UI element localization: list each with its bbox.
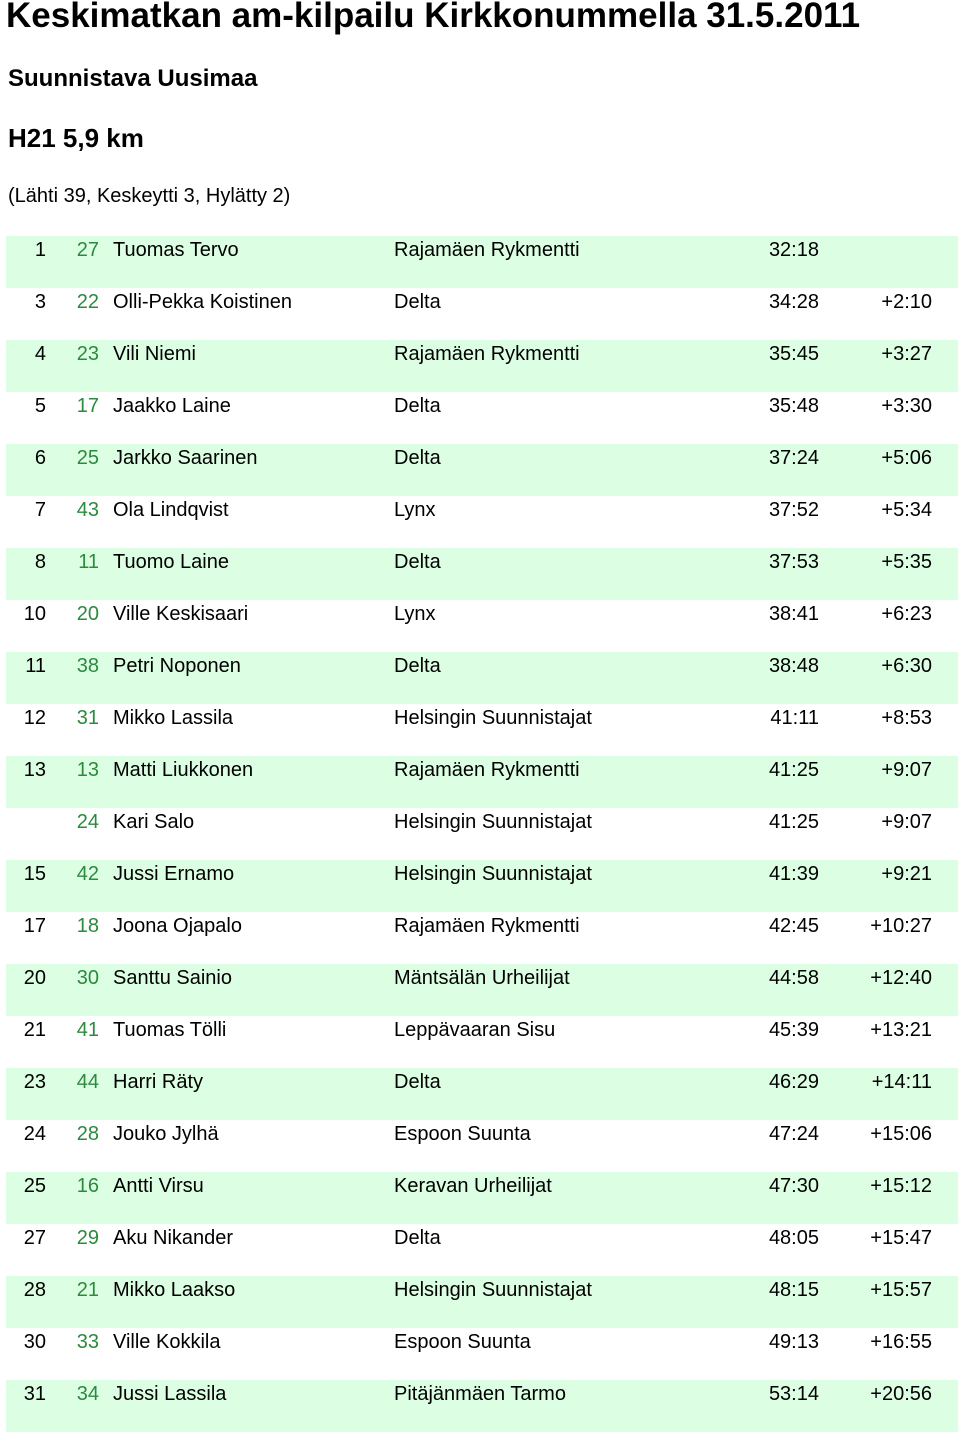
result-club: Delta <box>394 395 441 417</box>
result-row <box>6 1016 958 1068</box>
result-club: Delta <box>394 291 441 313</box>
result-club: Mäntsälän Urheilijat <box>394 967 570 989</box>
result-row <box>6 808 958 860</box>
result-row <box>6 340 958 392</box>
result-bib-number: 22 <box>76 291 99 313</box>
result-time-behind: +9:21 <box>881 863 932 885</box>
result-place: 10 <box>23 603 46 625</box>
result-name: Olli-Pekka Koistinen <box>113 291 292 313</box>
result-place: 5 <box>34 395 46 417</box>
result-place: 11 <box>25 655 46 677</box>
result-name: Tuomas Tölli <box>113 1019 227 1041</box>
organizer-heading: Suunnistava Uusimaa <box>8 65 258 92</box>
result-time-behind: +20:56 <box>870 1383 932 1405</box>
result-time: 37:52 <box>768 499 819 521</box>
result-time-behind: +16:55 <box>870 1331 932 1353</box>
result-time-behind: +15:47 <box>870 1227 932 1249</box>
result-club: Rajamäen Rykmentti <box>394 759 580 781</box>
result-row <box>6 1328 958 1380</box>
result-name: Harri Räty <box>113 1071 204 1093</box>
result-bib-number: 42 <box>76 863 99 885</box>
result-name: Matti Liukkonen <box>113 759 254 781</box>
result-place: 8 <box>34 551 46 573</box>
result-row <box>6 912 958 964</box>
result-time-behind: +15:57 <box>870 1279 932 1301</box>
result-bib-number: 29 <box>76 1227 99 1249</box>
result-row <box>6 1172 958 1224</box>
result-place: 21 <box>23 1019 46 1041</box>
result-place: 30 <box>23 1331 46 1353</box>
result-row <box>6 1224 958 1276</box>
result-time-behind: +13:21 <box>870 1019 932 1041</box>
result-time: 46:29 <box>768 1071 819 1093</box>
result-row <box>6 392 958 444</box>
result-time-behind: +6:30 <box>881 655 932 677</box>
result-time: 53:14 <box>768 1383 819 1405</box>
result-club: Espoon Suunta <box>394 1123 531 1145</box>
result-row <box>6 860 958 912</box>
result-time: 48:15 <box>768 1279 819 1301</box>
result-club: Rajamäen Rykmentti <box>394 915 580 937</box>
result-bib-number: 16 <box>76 1175 99 1197</box>
result-bib-number: 34 <box>76 1383 99 1405</box>
result-name: Antti Virsu <box>113 1175 204 1197</box>
result-club: Rajamäen Rykmentti <box>394 343 580 365</box>
result-name: Jussi Lassila <box>113 1383 227 1405</box>
result-club: Helsingin Suunnistajat <box>394 811 592 833</box>
result-row <box>6 704 958 756</box>
result-name: Joona Ojapalo <box>113 915 242 937</box>
result-place: 1 <box>34 239 46 261</box>
result-row <box>6 600 958 652</box>
result-time: 47:30 <box>768 1175 819 1197</box>
result-name: Aku Nikander <box>113 1227 234 1249</box>
result-row <box>6 652 958 704</box>
result-row <box>6 1068 958 1120</box>
result-club: Pitäjänmäen Tarmo <box>394 1383 566 1405</box>
result-name: Mikko Laakso <box>113 1279 236 1301</box>
result-row <box>6 444 958 496</box>
result-place: 6 <box>34 447 46 469</box>
result-place: 3 <box>34 291 46 313</box>
result-time-behind: +9:07 <box>881 759 932 781</box>
result-time-behind: +2:10 <box>881 291 932 313</box>
result-time-behind: +5:35 <box>881 551 932 573</box>
result-bib-number: 28 <box>76 1123 99 1145</box>
result-place: 24 <box>23 1123 46 1145</box>
result-bib-number: 24 <box>76 811 99 833</box>
participation-stats: (Lähti 39, Keskeytti 3, Hylätty 2) <box>8 185 291 207</box>
result-place: 23 <box>23 1071 46 1093</box>
result-bib-number: 23 <box>76 343 99 365</box>
result-name: Petri Noponen <box>113 655 241 677</box>
result-club: Espoon Suunta <box>394 1331 531 1353</box>
result-time: 44:58 <box>768 967 819 989</box>
results-table <box>6 236 958 1432</box>
result-name: Tuomas Tervo <box>113 239 239 261</box>
result-club: Delta <box>394 447 441 469</box>
result-name: Jaakko Laine <box>113 395 231 417</box>
result-time-behind: +10:27 <box>870 915 932 937</box>
result-place: 25 <box>23 1175 46 1197</box>
result-name: Jouko Jylhä <box>113 1123 219 1145</box>
result-bib-number: 21 <box>76 1279 99 1301</box>
result-row <box>6 288 958 340</box>
result-club: Delta <box>394 551 441 573</box>
result-time-behind: +3:30 <box>881 395 932 417</box>
result-time-behind: +14:11 <box>871 1071 932 1093</box>
result-name: Jarkko Saarinen <box>113 447 258 469</box>
result-place: 31 <box>23 1383 46 1405</box>
result-time-behind: +15:12 <box>870 1175 932 1197</box>
result-club: Helsingin Suunnistajat <box>394 707 592 729</box>
result-club: Leppävaaran Sisu <box>394 1019 556 1041</box>
result-club: Keravan Urheilijat <box>394 1175 552 1197</box>
result-bib-number: 30 <box>76 967 99 989</box>
result-row <box>6 1120 958 1172</box>
result-place: 27 <box>23 1227 46 1249</box>
result-bib-number: 41 <box>76 1019 99 1041</box>
result-club: Delta <box>394 1071 441 1093</box>
result-name: Ville Kokkila <box>113 1331 221 1353</box>
result-time: 41:11 <box>770 707 819 729</box>
result-time: 49:13 <box>768 1331 819 1353</box>
result-time: 37:53 <box>768 551 819 573</box>
result-row <box>6 964 958 1016</box>
result-bib-number: 27 <box>76 239 99 261</box>
result-time-behind: +6:23 <box>881 603 932 625</box>
result-club: Helsingin Suunnistajat <box>394 1279 592 1301</box>
result-bib-number: 38 <box>76 655 99 677</box>
result-name: Ville Keskisaari <box>113 603 249 625</box>
result-name: Vili Niemi <box>113 343 196 365</box>
result-bib-number: 25 <box>76 447 99 469</box>
result-time-behind: +5:34 <box>881 499 932 521</box>
result-bib-number: 20 <box>76 603 99 625</box>
result-time-behind: +8:53 <box>881 707 932 729</box>
result-time-behind: +12:40 <box>870 967 932 989</box>
result-time: 35:45 <box>768 343 819 365</box>
result-name: Kari Salo <box>113 811 195 833</box>
result-row <box>6 236 958 288</box>
result-name: Santtu Sainio <box>113 967 232 989</box>
result-name: Jussi Ernamo <box>113 863 235 885</box>
result-time: 35:48 <box>768 395 819 417</box>
result-name: Ola Lindqvist <box>113 499 229 521</box>
result-time: 48:05 <box>768 1227 819 1249</box>
result-bib-number: 31 <box>76 707 99 729</box>
result-place: 15 <box>23 863 46 885</box>
result-time: 47:24 <box>768 1123 819 1145</box>
result-bib-number: 17 <box>76 395 99 417</box>
result-club: Helsingin Suunnistajat <box>394 863 592 885</box>
result-place: 17 <box>23 915 46 937</box>
result-club: Rajamäen Rykmentti <box>394 239 580 261</box>
result-row <box>6 1380 958 1432</box>
result-place: 4 <box>34 343 46 365</box>
result-place: 13 <box>23 759 46 781</box>
class-heading: H21 5,9 km <box>8 123 144 153</box>
result-name: Tuomo Laine <box>113 551 229 573</box>
result-name: Mikko Lassila <box>113 707 234 729</box>
result-time-behind: +3:27 <box>881 343 932 365</box>
result-row <box>6 1276 958 1328</box>
result-club: Lynx <box>394 499 436 521</box>
result-row <box>6 496 958 548</box>
result-place: 7 <box>34 499 46 521</box>
result-time: 34:28 <box>768 291 819 313</box>
result-place: 12 <box>23 707 46 729</box>
result-club: Delta <box>394 655 441 677</box>
result-time-behind: +5:06 <box>881 447 932 469</box>
result-time-behind: +15:06 <box>870 1123 932 1145</box>
result-row <box>6 756 958 808</box>
result-time-behind: +9:07 <box>881 811 932 833</box>
result-bib-number: 43 <box>76 499 99 521</box>
result-time: 41:39 <box>768 863 819 885</box>
result-bib-number: 33 <box>76 1331 99 1353</box>
result-place: 20 <box>23 967 46 989</box>
result-time: 32:18 <box>768 239 819 261</box>
result-time: 42:45 <box>768 915 819 937</box>
result-bib-number: 44 <box>76 1071 99 1093</box>
result-club: Lynx <box>394 603 436 625</box>
result-time: 37:24 <box>768 447 819 469</box>
result-time: 45:39 <box>768 1019 819 1041</box>
result-time: 41:25 <box>768 759 819 781</box>
result-bib-number: 13 <box>76 759 99 781</box>
result-time: 38:48 <box>768 655 819 677</box>
result-bib-number: 11 <box>78 551 99 573</box>
page-title: Keskimatkan am-kilpailu Kirkkonummella 31.5.2011 <box>6 0 861 35</box>
result-time: 38:41 <box>768 603 819 625</box>
result-place: 28 <box>23 1279 46 1301</box>
result-club: Delta <box>394 1227 441 1249</box>
result-row <box>6 548 958 600</box>
result-bib-number: 18 <box>76 915 99 937</box>
result-time: 41:25 <box>768 811 819 833</box>
